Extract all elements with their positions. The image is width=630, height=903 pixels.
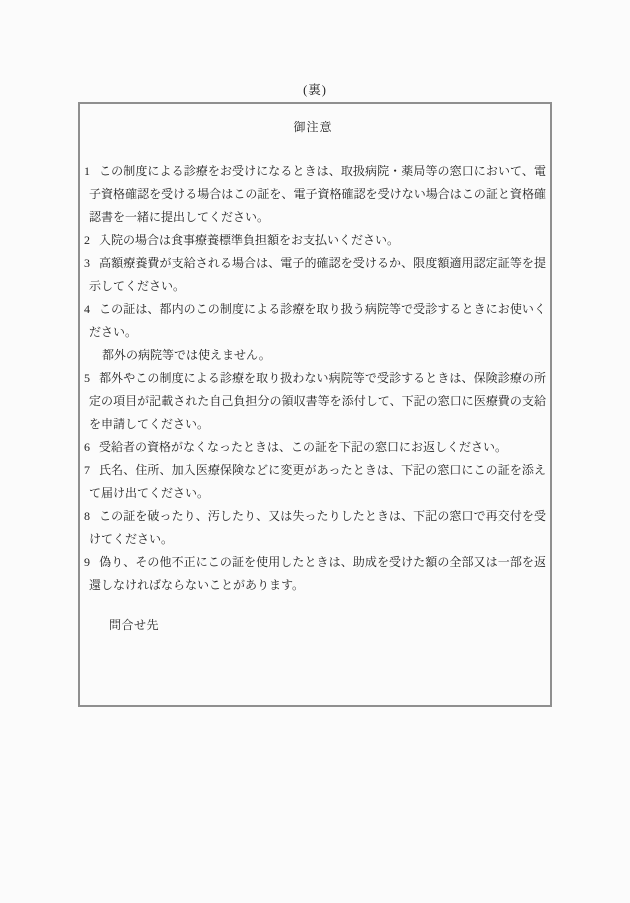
- notice-item-3-number: 3: [84, 256, 90, 270]
- page-side-label: (裏): [303, 83, 327, 97]
- notice-item-8-number: 8: [84, 509, 90, 523]
- notice-item-6-text: 受給者の資格がなくなったときは、この証を下記の窓口にお返しください。: [99, 440, 508, 454]
- notice-item-6: [80, 436, 546, 459]
- notice-item-9: [80, 551, 546, 597]
- notice-item-8-text: この証を破ったり、汚したり、又は失ったりしたときは、下記の窓口で再交付を受けてください。: [89, 509, 546, 546]
- notice-item-2: [80, 229, 546, 252]
- notice-item-2-text: 入院の場合は食事療養標準負担額をお支払いください。: [99, 233, 400, 247]
- notice-item-7: [80, 459, 546, 505]
- notice-item-2-number: 2: [84, 233, 90, 247]
- contact-label: 問合せ先: [109, 618, 160, 632]
- notice-item-9-text: 偽り、その他不正にこの証を使用したときは、助成を受けた額の全部又は一部を返還しなければならないことがあります。: [89, 555, 546, 592]
- notice-item-1-number: 1: [84, 164, 90, 178]
- notice-item-7-number: 7: [84, 463, 90, 477]
- notice-item-3: [80, 252, 546, 298]
- notice-item-8: [80, 505, 546, 551]
- notice-item-5-text: 都外やこの制度による診療を取り扱わない病院等で受診するときは、保険診療の所定の項目が記載された自己負担分の領収書等を添付して、下記の窓口に医療費の支給を申請してください。: [89, 371, 546, 431]
- notice-item-5: [80, 367, 546, 436]
- notice-item-9-number: 9: [84, 555, 90, 569]
- notice-item-4: [80, 298, 546, 344]
- notice-item-1-text: この制度による診療をお受けになるときは、取扱病院・薬局等の窓口において、電子資格確認を受ける場合はこの証を、電子資格確認を受けない場合はこの証と資格確認書を一緒に提出してください。: [89, 164, 546, 224]
- notice-title: 御注意: [293, 120, 333, 134]
- notice-box: [78, 102, 552, 707]
- notice-item-6-number: 6: [84, 440, 90, 454]
- notice-item-3-text: 高額療養費が支給される場合は、電子的確認を受けるか、限度額適用認定証等を提示してください。: [89, 256, 546, 293]
- notice-item-7-text: 氏名、住所、加入医療保険などに変更があったときは、下記の窓口にこの証を添えて届け出てください。: [89, 463, 546, 500]
- notice-item-4-note: 都外の病院等では使えません。: [102, 348, 271, 362]
- notice-item-5-number: 5: [84, 371, 90, 385]
- notice-item-4-number: 4: [84, 302, 90, 316]
- notice-item-4-text: この証は、都内のこの制度による診療を取り扱う病院等で受診するときにお使いください。: [89, 302, 546, 339]
- notice-item-1: [80, 160, 546, 229]
